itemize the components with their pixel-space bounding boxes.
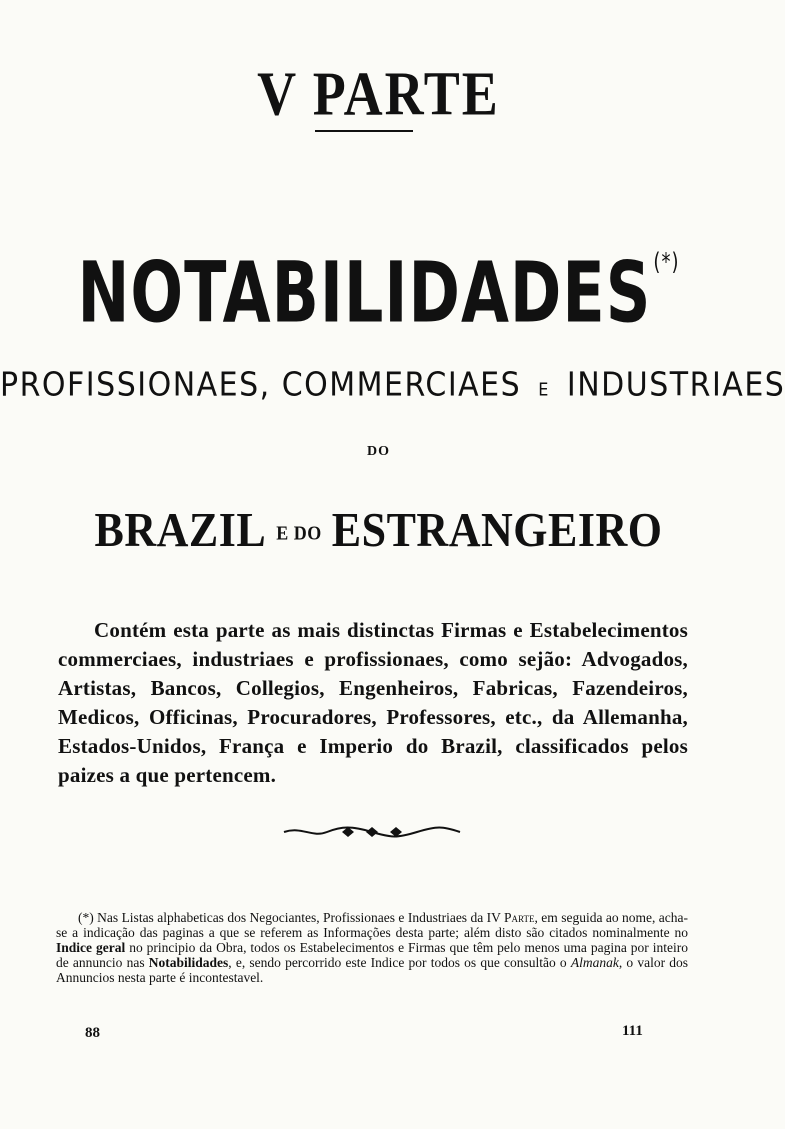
footnote-text-9: , o valor dos Annuncios nesta parte é incontestavel. <box>56 955 688 985</box>
footnote-text-3: , em seguida ao nome, acha-se a indicação das paginas a que se referem as Informações desta parte; além disto são citados nominalmente no <box>56 910 689 940</box>
footnote-almanak: Almanak <box>570 955 619 970</box>
footnote-marker: (*) <box>78 910 94 925</box>
footnote-indice-geral: Indice geral <box>56 940 126 955</box>
footnote-notabilidades: Notabilidades <box>148 955 229 970</box>
page-number-left: 88 <box>85 1025 100 1041</box>
subtitle <box>0 366 785 405</box>
main-title <box>0 243 757 342</box>
ornament-divider <box>282 824 462 840</box>
footnote-text-5: no principio da Obra, todos os Estabelecimentos e Firmas que têm pelo menos uma pagina por inteiro de annuncio nas <box>56 940 688 970</box>
country-estrangeiro: ESTRANGEIRO <box>331 503 663 557</box>
footnote <box>56 910 688 985</box>
subtitle-part2: INDUSTRIAES <box>566 366 785 405</box>
country-brazil: BRAZIL <box>94 503 267 557</box>
footnote-text-1: Nas Listas alphabeticas dos Negociantes, Profissionaes e Industriaes da IV <box>93 910 505 925</box>
main-title-text: NOTABILIDADES <box>77 243 652 342</box>
country-conjunction: E DO <box>276 521 322 544</box>
part-title: V PARTE <box>257 59 500 129</box>
country-line <box>0 502 757 558</box>
footnote-text-7: , e, sendo percorrido este Indice por todos os que consultão o <box>228 955 571 970</box>
title-rule <box>315 130 413 132</box>
page-number-right: 111 <box>622 1023 643 1039</box>
intro-paragraph: Contém esta parte as mais distinctas Firmas e Estabelecimentos commerciaes, industriaes e profissionaes, como sejão: Advogados, Artistas, Bancos, Collegios, Engenheiros, Fabricas, Fazendeiros, Medicos, Officinas, Procuradores, Professores, etc., da Allemanha, Estados-Unidos, França e Imperio do Brazil, classificados pelos paizes a que pertencem. <box>58 618 688 787</box>
footnote-mark: (*) <box>653 248 680 277</box>
footnote-parte: Parte <box>504 910 535 925</box>
subtitle-conjunction: E <box>538 379 550 401</box>
subtitle-part1: PROFISSIONAES, COMMERCIAES <box>0 366 522 405</box>
do-line: DO <box>367 444 390 459</box>
